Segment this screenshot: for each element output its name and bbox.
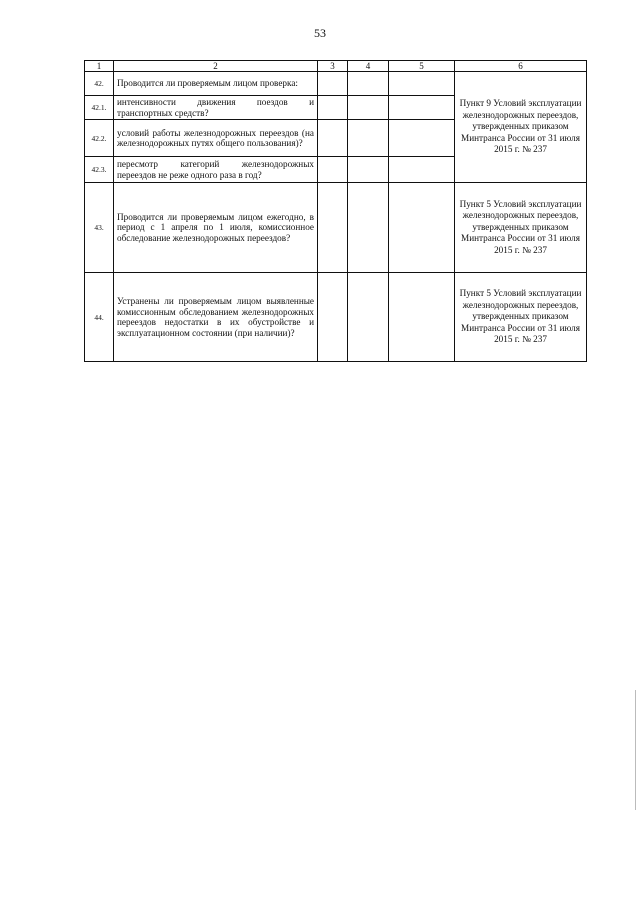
cell-col-5 [389, 273, 455, 362]
header-col-1: 1 [85, 61, 114, 72]
header-col-2: 2 [114, 61, 318, 72]
cell-col-5 [389, 120, 455, 157]
cell-col-3 [318, 157, 348, 183]
row-number: 44. [85, 273, 114, 362]
row-question: интенсивности движения поездов и транспортных средств? [114, 96, 318, 120]
row-question: пересмотр категорий железнодорожных переездов не реже одного раза в год? [114, 157, 318, 183]
cell-col-5 [389, 72, 455, 96]
header-row [85, 61, 587, 72]
cell-col-5 [389, 183, 455, 273]
cell-col-4 [348, 120, 389, 157]
cell-col-3 [318, 120, 348, 157]
cell-col-3 [318, 183, 348, 273]
row-reference: Пункт 5 Условий эксплуатации железнодорожных переездов, утвержденных приказом Минтранса России от 31 июля 2015 г. № 237 [455, 273, 587, 362]
table-row [85, 72, 587, 96]
cell-col-5 [389, 96, 455, 120]
table-row [85, 273, 587, 362]
cell-col-3 [318, 96, 348, 120]
header-col-3: 3 [318, 61, 348, 72]
scan-margin-mark [635, 690, 636, 810]
row-question: Проводится ли проверяемым лицом проверка: [114, 72, 318, 96]
cell-col-3 [318, 273, 348, 362]
cell-col-3 [318, 72, 348, 96]
row-question: Устранены ли проверяемым лицом выявленные комиссионным обследованием железнодорожных переездов недостатки в их обустройстве и эксплуатационном состоянии (при наличии)? [114, 273, 318, 362]
cell-col-4 [348, 183, 389, 273]
table-row [85, 183, 587, 273]
header-col-4: 4 [348, 61, 389, 72]
cell-col-4 [348, 157, 389, 183]
row-question: условий работы железнодорожных переездов (на железнодорожных путях общего пользования)? [114, 120, 318, 157]
checklist-table [84, 60, 587, 362]
header-col-5: 5 [389, 61, 455, 72]
row-question: Проводится ли проверяемым лицом ежегодно, в период с 1 апреля по 1 июля, комиссионное обследование железнодорожных переездов? [114, 183, 318, 273]
row-number: 42.3. [85, 157, 114, 183]
row-number: 43. [85, 183, 114, 273]
page-number: 53 [314, 26, 326, 40]
row-number: 42.2. [85, 120, 114, 157]
row-number: 42. [85, 72, 114, 96]
cell-col-4 [348, 96, 389, 120]
cell-col-5 [389, 157, 455, 183]
row-number: 42.1. [85, 96, 114, 120]
row-reference: Пункт 5 Условий эксплуатации железнодорожных переездов, утвержденных приказом Минтранса России от 31 июля 2015 г. № 237 [455, 183, 587, 273]
row-reference: Пункт 9 Условий эксплуатации железнодорожных переездов, утвержденных приказом Минтранса России от 31 июля 2015 г. № 237 [455, 72, 587, 183]
cell-col-4 [348, 72, 389, 96]
header-col-6: 6 [455, 61, 587, 72]
cell-col-4 [348, 273, 389, 362]
